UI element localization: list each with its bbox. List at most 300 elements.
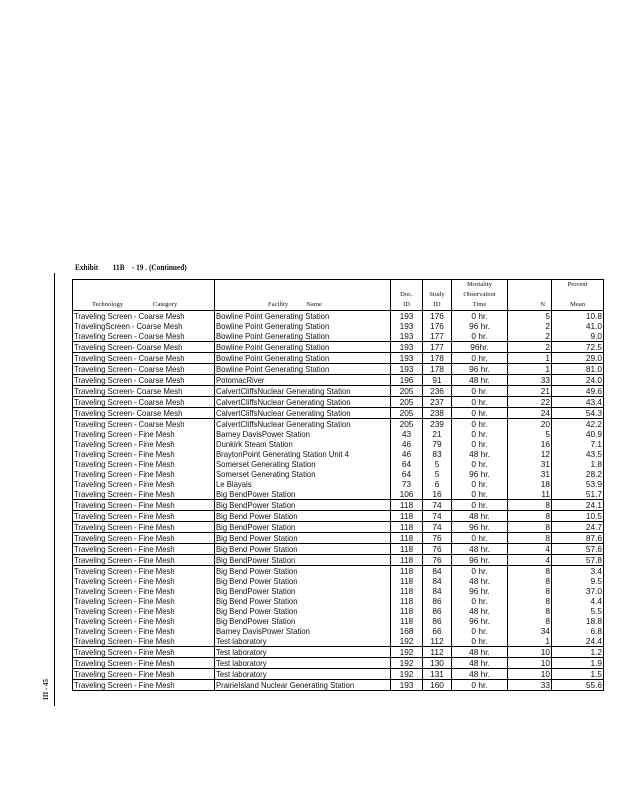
- category-cell: Fine Mesh: [138, 449, 175, 459]
- facility-text: Big BendPower Station: [216, 522, 296, 532]
- mean-cell: [552, 647, 604, 658]
- study-id-text: 76: [432, 555, 442, 565]
- n-cell: [508, 680, 552, 691]
- doc-id-cell: [391, 469, 423, 479]
- time-text: 0 hr.: [471, 419, 488, 429]
- exhibit-sep: - 19: [131, 262, 144, 272]
- exhibit-label: Exhibit: [75, 262, 99, 272]
- facility-cell: [215, 669, 391, 680]
- technology-cell: Traveling Screen -: [74, 511, 137, 521]
- category-cell: Fine Mesh: [138, 586, 175, 596]
- mean-cell: [552, 364, 604, 375]
- doc-id-cell: [391, 342, 423, 353]
- mean-text: 28.2: [585, 469, 602, 479]
- header-name: Name: [306, 301, 322, 308]
- time-text: 96hr.: [470, 342, 489, 352]
- doc-id-text: 118: [399, 576, 414, 586]
- facility-cell: [215, 636, 391, 647]
- doc-id-text: 118: [399, 616, 414, 626]
- table-row: [73, 353, 604, 364]
- n-cell: [508, 606, 552, 616]
- header-observation: Observation: [452, 290, 508, 300]
- mean-text: 40.9: [585, 429, 602, 439]
- mean-text: 10.5: [585, 511, 602, 521]
- study-id-text: 6: [434, 479, 440, 489]
- study-id-cell: [423, 459, 452, 469]
- n-text: 1: [545, 353, 550, 363]
- time-cell: [452, 353, 508, 364]
- table-row: [73, 616, 604, 626]
- time-text: 48 hr.: [469, 511, 490, 521]
- facility-cell: [215, 555, 391, 566]
- study-id-cell: [423, 522, 452, 533]
- facility-text: Bowline Point Generating Station: [216, 311, 330, 321]
- facility-cell: [215, 566, 391, 577]
- header-percent: Percent: [552, 280, 604, 291]
- time-cell: [452, 576, 508, 586]
- page-number-rotated: III - 45: [42, 678, 50, 700]
- mean-text: 1.2: [590, 647, 602, 657]
- category-cell: Fine Mesh: [138, 647, 175, 657]
- study-id-text: 86: [432, 616, 442, 626]
- table-row: [73, 386, 604, 397]
- facility-cell: [215, 311, 391, 322]
- technology-category-cell: [73, 533, 215, 544]
- mean-text: 9.5: [590, 576, 602, 586]
- n-text: 11: [541, 489, 550, 499]
- header-cell: [423, 280, 452, 291]
- n-cell: [508, 500, 552, 511]
- doc-id-text: 193: [399, 321, 414, 331]
- category-cell: Fine Mesh: [138, 544, 175, 554]
- facility-text: Big BendPower Station: [216, 489, 296, 499]
- time-text: 48 hr.: [469, 449, 490, 459]
- technology-category-cell: [73, 544, 215, 555]
- n-text: 31: [540, 469, 550, 479]
- study-id-text: 16: [432, 489, 442, 499]
- technology-category-cell: [73, 511, 215, 522]
- facility-text: Big Bend Power Station: [216, 576, 298, 586]
- mean-text: 1.8: [590, 459, 602, 469]
- facility-cell: [215, 500, 391, 511]
- n-text: 8: [545, 533, 550, 543]
- category-cell: Fine Mesh: [138, 680, 175, 690]
- mean-cell: [552, 658, 604, 669]
- n-text: 21: [540, 386, 550, 396]
- study-id-cell: [423, 511, 452, 522]
- facility-text: Barney DavisPower Station: [216, 626, 310, 636]
- n-cell: [508, 489, 552, 500]
- technology-category-cell: [73, 353, 215, 364]
- category-cell: Fine Mesh: [138, 616, 175, 626]
- time-text: 0 hr.: [471, 626, 488, 636]
- n-text: 20: [540, 419, 550, 429]
- study-id-text: 177: [430, 331, 444, 341]
- mean-cell: [552, 669, 604, 680]
- header-facility: Facility: [268, 301, 289, 308]
- doc-id-text: 118: [399, 566, 414, 576]
- mean-cell: [552, 386, 604, 397]
- n-cell: [508, 311, 552, 322]
- doc-id-cell: [391, 680, 423, 691]
- technology-category-cell: [73, 429, 215, 439]
- time-cell: [452, 606, 508, 616]
- n-text: 22: [540, 397, 550, 407]
- technology-category-cell: [73, 522, 215, 533]
- mean-text: 53.9: [585, 479, 602, 489]
- n-cell: [508, 408, 552, 419]
- doc-id-text: 118: [399, 511, 414, 521]
- header-cell: [552, 290, 604, 300]
- technology-category-cell: [73, 500, 215, 511]
- study-id-text: 74: [432, 500, 442, 510]
- facility-cell: [215, 680, 391, 691]
- facility-cell: [215, 596, 391, 606]
- facility-text: Big Bend Power Station: [216, 533, 298, 543]
- time-text: 0 hr.: [471, 533, 488, 543]
- time-cell: [452, 321, 508, 331]
- technology-cell: Traveling Screen -: [74, 647, 137, 657]
- technology-cell: Traveling Screen -: [74, 419, 137, 429]
- time-text: 48 hr.: [469, 669, 490, 679]
- category-cell: Coarse Mesh: [136, 408, 183, 418]
- study-id-cell: [423, 364, 452, 375]
- mean-text: 24.7: [585, 522, 602, 532]
- table-row: [73, 364, 604, 375]
- technology-cell: Traveling Screen -: [74, 364, 137, 374]
- doc-id-cell: [391, 533, 423, 544]
- category-cell: Fine Mesh: [138, 533, 175, 543]
- study-id-text: 84: [432, 576, 442, 586]
- technology-cell: Traveling Screen -: [74, 500, 137, 510]
- time-cell: [452, 616, 508, 626]
- technology-cell: Traveling Screen -: [74, 658, 137, 668]
- doc-id-cell: [391, 658, 423, 669]
- category-cell: Fine Mesh: [138, 669, 175, 679]
- study-id-cell: [423, 469, 452, 479]
- n-cell: [508, 636, 552, 647]
- technology-category-cell: [73, 375, 215, 386]
- facility-text: Big Bend Power Station: [216, 596, 298, 606]
- time-cell: [452, 397, 508, 408]
- mean-cell: [552, 566, 604, 577]
- technology-cell: Traveling Screen -: [74, 459, 137, 469]
- technology-category-cell: [73, 586, 215, 596]
- mean-text: 57.8: [585, 555, 602, 565]
- technology-category-cell: [73, 331, 215, 342]
- time-text: 96 hr.: [469, 522, 490, 532]
- time-text: 0 hr.: [471, 459, 488, 469]
- mean-cell: [552, 408, 604, 419]
- doc-id-text: 118: [399, 596, 414, 606]
- header-technology-category: [73, 300, 215, 311]
- mortality-table: [72, 279, 604, 691]
- time-text: 0 hr.: [471, 489, 488, 499]
- category-cell: Fine Mesh: [138, 626, 175, 636]
- table-row: [73, 449, 604, 459]
- doc-id-cell: [391, 511, 423, 522]
- technology-cell: Traveling Screen -: [74, 566, 137, 576]
- facility-text: PrairieIsland Nuclear Generating Station: [216, 680, 355, 690]
- doc-id-text: 168: [399, 626, 414, 636]
- mean-text: 6.8: [590, 626, 602, 636]
- study-id-cell: [423, 342, 452, 353]
- doc-id-text: 118: [399, 555, 414, 565]
- table-row: [73, 331, 604, 342]
- technology-cell: Traveling Screen -: [74, 469, 137, 479]
- time-cell: [452, 479, 508, 489]
- mean-text: 49.6: [585, 386, 602, 396]
- technology-cell: Traveling Screen-: [74, 386, 135, 396]
- technology-category-cell: [73, 647, 215, 658]
- mean-text: 7.1: [590, 439, 602, 449]
- doc-id-cell: [391, 606, 423, 616]
- time-text: 96 hr.: [469, 586, 490, 596]
- facility-cell: [215, 658, 391, 669]
- n-cell: [508, 353, 552, 364]
- time-text: 96 hr.: [469, 364, 490, 374]
- technology-category-cell: [73, 439, 215, 449]
- table-body: [73, 280, 604, 691]
- time-cell: [452, 680, 508, 691]
- table-row: [73, 408, 604, 419]
- doc-id-cell: [391, 626, 423, 636]
- doc-id-text: 46: [401, 439, 412, 449]
- technology-category-cell: [73, 397, 215, 408]
- study-id-text: 74: [432, 522, 442, 532]
- time-text: 0 hr.: [471, 439, 488, 449]
- doc-id-text: 73: [401, 479, 412, 489]
- technology-cell: Traveling Screen -: [74, 331, 137, 341]
- technology-category-cell: [73, 576, 215, 586]
- table-row: [73, 596, 604, 606]
- n-cell: [508, 469, 552, 479]
- time-cell: [452, 566, 508, 577]
- mean-text: 1.5: [590, 669, 602, 679]
- time-cell: [452, 342, 508, 353]
- time-text: 0 hr.: [471, 386, 488, 396]
- facility-text: Test laboratory: [216, 647, 267, 657]
- technology-cell: Traveling Screen -: [74, 449, 137, 459]
- facility-cell: [215, 397, 391, 408]
- n-text: 31: [540, 459, 550, 469]
- study-id-text: 130: [430, 658, 444, 668]
- technology-cell: Traveling Screen -: [74, 596, 137, 606]
- doc-id-cell: [391, 397, 423, 408]
- header-row-1: [73, 280, 604, 291]
- time-text: 0 hr.: [471, 500, 488, 510]
- facility-text: Big Bend Power Station: [216, 511, 298, 521]
- header-row-3: [73, 300, 604, 311]
- mean-text: 1.9: [590, 658, 602, 668]
- time-cell: [452, 669, 508, 680]
- table-row: [73, 522, 604, 533]
- technology-cell: Traveling Screen -: [74, 616, 137, 626]
- n-text: 10: [540, 669, 550, 679]
- study-id-cell: [423, 636, 452, 647]
- study-id-cell: [423, 626, 452, 636]
- technology-category-cell: [73, 596, 215, 606]
- doc-id-cell: [391, 555, 423, 566]
- n-cell: [508, 511, 552, 522]
- category-cell: Coarse Mesh: [138, 331, 185, 341]
- facility-text: Bowline Point Generating Station: [216, 342, 330, 352]
- mean-cell: [552, 626, 604, 636]
- study-id-text: 112: [430, 636, 444, 646]
- facility-cell: [215, 419, 391, 430]
- mean-cell: [552, 511, 604, 522]
- time-text: 0 hr.: [471, 353, 488, 363]
- time-text: 0 hr.: [471, 596, 488, 606]
- n-cell: [508, 479, 552, 489]
- category-cell: Coarse Mesh: [138, 353, 185, 363]
- n-cell: [508, 397, 552, 408]
- study-id-cell: [423, 311, 452, 322]
- n-text: 2: [545, 331, 550, 341]
- table-row: [73, 576, 604, 586]
- study-id-text: 21: [432, 429, 442, 439]
- facility-text: Test laboratory: [216, 636, 267, 646]
- time-cell: [452, 419, 508, 430]
- study-id-text: 86: [432, 606, 442, 616]
- mean-cell: [552, 353, 604, 364]
- facility-text: Bowline Point Generating Station: [216, 331, 330, 341]
- n-cell: [508, 596, 552, 606]
- n-cell: [508, 449, 552, 459]
- doc-id-cell: [391, 566, 423, 577]
- technology-cell: Traveling Screen -: [74, 669, 137, 679]
- mean-text: 87.6: [585, 533, 602, 543]
- doc-id-text: 193: [399, 331, 414, 341]
- doc-id-cell: [391, 321, 423, 331]
- facility-text: BraytonPoint Generating Station Unit 4: [216, 449, 349, 459]
- n-text: 8: [545, 566, 550, 576]
- time-cell: [452, 636, 508, 647]
- n-cell: [508, 616, 552, 626]
- doc-id-cell: [391, 544, 423, 555]
- study-id-text: 76: [432, 544, 442, 554]
- study-id-cell: [423, 479, 452, 489]
- doc-id-text: 193: [399, 680, 414, 690]
- technology-cell: Traveling Screen -: [74, 586, 137, 596]
- n-text: 1: [545, 636, 550, 646]
- doc-id-cell: [391, 419, 423, 430]
- table-row: [73, 636, 604, 647]
- n-text: 4: [545, 544, 550, 554]
- time-cell: [452, 459, 508, 469]
- technology-cell: Traveling Screen -: [74, 489, 137, 499]
- n-text: 18: [540, 479, 550, 489]
- time-text: 48 hr.: [469, 576, 490, 586]
- technology-cell: Traveling Screen -: [74, 479, 137, 489]
- mean-text: 57.6: [585, 544, 602, 554]
- study-id-text: 131: [430, 669, 444, 679]
- mean-text: 18.8: [585, 616, 602, 626]
- time-text: 48 hr.: [469, 606, 490, 616]
- mean-cell: [552, 449, 604, 459]
- category-cell: Fine Mesh: [138, 439, 175, 449]
- doc-id-text: 118: [399, 533, 414, 543]
- time-cell: [452, 522, 508, 533]
- time-text: 48 hr.: [469, 658, 490, 668]
- study-id-cell: [423, 489, 452, 500]
- mean-text: 24.0: [585, 375, 602, 385]
- technology-category-cell: [73, 459, 215, 469]
- doc-id-cell: [391, 616, 423, 626]
- n-cell: [508, 647, 552, 658]
- technology-category-cell: [73, 469, 215, 479]
- study-id-cell: [423, 596, 452, 606]
- facility-cell: [215, 353, 391, 364]
- n-text: 8: [545, 511, 550, 521]
- doc-id-text: 118: [399, 606, 414, 616]
- study-id-cell: [423, 566, 452, 577]
- header-facility-name: [215, 300, 391, 311]
- header-cell: [215, 280, 391, 291]
- time-text: 0 hr.: [471, 408, 488, 418]
- study-id-text: 160: [430, 680, 444, 690]
- doc-id-cell: [391, 408, 423, 419]
- doc-id-cell: [391, 647, 423, 658]
- facility-text: PotomacRiver: [216, 375, 265, 385]
- facility-cell: [215, 606, 391, 616]
- facility-text: CalvertCliffsNuclear Generating Station: [216, 397, 351, 407]
- doc-id-text: 192: [399, 636, 414, 646]
- doc-id-text: 64: [401, 459, 412, 469]
- header-category: Category: [153, 301, 178, 308]
- time-cell: [452, 544, 508, 555]
- time-text: 96 hr.: [469, 469, 490, 479]
- study-id-text: 84: [432, 586, 442, 596]
- facility-text: Somerset Generating Station: [216, 459, 316, 469]
- doc-id-cell: [391, 489, 423, 500]
- time-text: 0 hr.: [471, 479, 488, 489]
- study-id-cell: [423, 408, 452, 419]
- n-text: 34: [540, 626, 550, 636]
- n-text: 8: [545, 616, 550, 626]
- study-id-cell: [423, 555, 452, 566]
- facility-cell: [215, 331, 391, 342]
- facility-text: Le Blayais: [216, 479, 252, 489]
- technology-cell: TravelingScreen -: [74, 321, 135, 331]
- technology-category-cell: [73, 419, 215, 430]
- mean-text: 54.3: [585, 408, 602, 418]
- technology-category-cell: [73, 479, 215, 489]
- facility-cell: [215, 489, 391, 500]
- technology-category-cell: [73, 364, 215, 375]
- mean-cell: [552, 469, 604, 479]
- facility-cell: [215, 616, 391, 626]
- table-row: [73, 469, 604, 479]
- doc-id-text: 193: [399, 364, 414, 374]
- n-text: 5: [545, 429, 550, 439]
- study-id-text: 176: [430, 321, 444, 331]
- study-id-text: 79: [432, 439, 442, 449]
- table-row: [73, 533, 604, 544]
- study-id-cell: [423, 576, 452, 586]
- study-id-cell: [423, 606, 452, 616]
- time-text: 48 hr.: [469, 647, 490, 657]
- doc-id-cell: [391, 522, 423, 533]
- mean-cell: [552, 439, 604, 449]
- mean-text: 51.7: [585, 489, 602, 499]
- study-id-text: 74: [432, 511, 442, 521]
- mean-cell: [552, 489, 604, 500]
- n-text: 12: [540, 449, 550, 459]
- doc-id-cell: [391, 500, 423, 511]
- doc-id-cell: [391, 576, 423, 586]
- mean-cell: [552, 331, 604, 342]
